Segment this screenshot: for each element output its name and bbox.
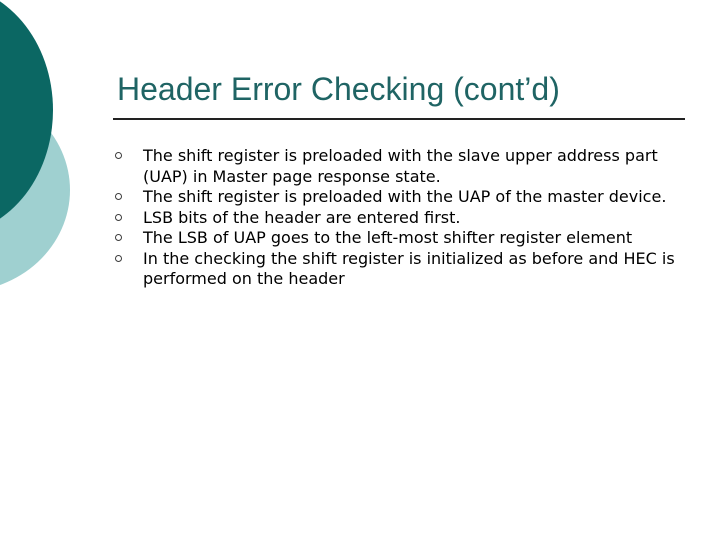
bullet-item [114,187,704,208]
slide-title: Header Error Checking (cont’d) [117,71,560,107]
bullet-list [114,146,704,290]
bullet-text: LSB bits of the header are entered first. [143,207,461,227]
title-underline [113,118,685,120]
bullet-text: In the checking the shift register is initialized as before and HEC is performed on the header [143,248,675,288]
circle-bullet-icon [115,152,122,159]
circle-bullet-icon [115,214,122,221]
circle-bullet-icon [115,193,122,200]
bullet-text: The LSB of UAP goes to the left-most shifter register element [143,228,633,247]
bullet-item [114,249,704,290]
bullet-item [114,146,704,187]
decorative-teal-circles [0,0,120,320]
bullet-item [114,208,704,229]
bullet-text: The shift register is preloaded with the UAP of the master device. [143,187,667,206]
circle-bullet-icon [115,234,122,241]
bullet-item [114,228,704,249]
bullet-text: The shift register is preloaded with the slave upper address part (UAP) in Master page response state. [143,146,658,186]
circle-bullet-icon [115,255,122,262]
